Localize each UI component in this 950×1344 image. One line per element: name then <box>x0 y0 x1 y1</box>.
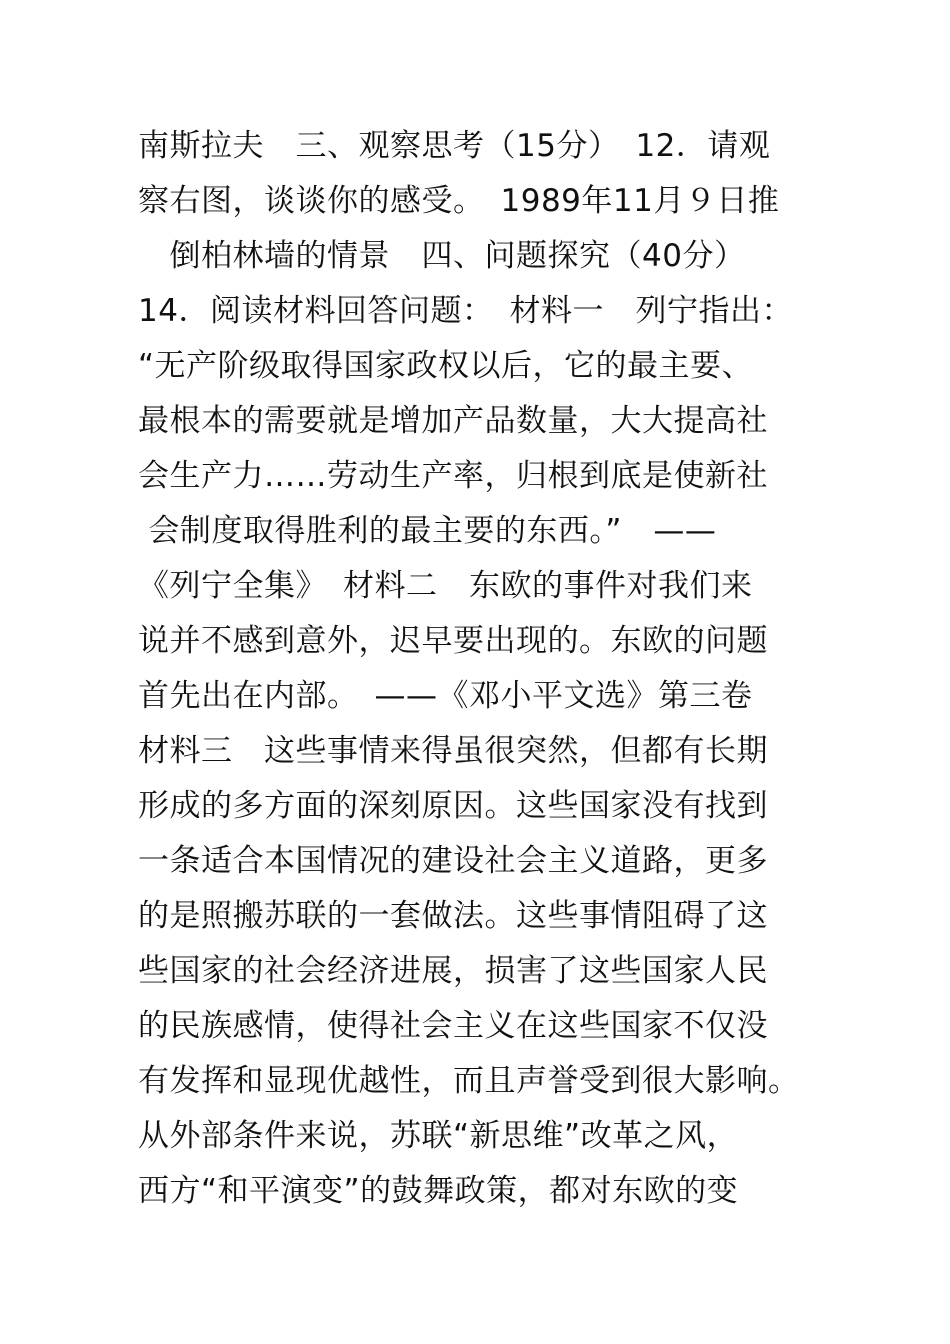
text-line: 西方“和平演变”的鼓舞政策，都对东欧的变 <box>138 1173 739 1209</box>
text-line: 会制度取得胜利的最主要的东西。” —— <box>138 513 717 549</box>
text-line: 南斯拉夫 三、观察思考（15分） 12．请观 <box>138 128 771 164</box>
text-line: 材料三 这些事情来得虽很突然，但都有长期 <box>138 733 768 769</box>
text-line: 倒柏林墙的情景 四、问题探究（40分） <box>138 238 746 274</box>
text-line: 一条适合本国情况的建设社会主义道路，更多 <box>138 843 768 879</box>
text-line: 的民族感情，使得社会主义在这些国家不仅没 <box>138 1008 768 1044</box>
text-line: 形成的多方面的深刻原因。这些国家没有找到 <box>138 788 768 824</box>
text-line: 说并不感到意外，迟早要出现的。东欧的问题 <box>138 623 768 659</box>
text-line: 些国家的社会经济进展，损害了这些国家人民 <box>138 953 768 989</box>
text-line: 最根本的需要就是增加产品数量，大大提高社 <box>138 403 768 439</box>
text-line: 有发挥和显现优越性，而且声誉受到很大影响。 <box>138 1063 800 1099</box>
text-line: 察右图，谈谈你的感受。 1989年11月９日推 <box>138 183 780 219</box>
text-line: 从外部条件来说，苏联“新思维”改革之风， <box>138 1118 739 1154</box>
text-line: “无产阶级取得国家政权以后，它的最主要、 <box>138 348 754 384</box>
text-line: 首先出在内部。 ——《邓小平文选》第三卷 <box>138 678 753 714</box>
text-line: 的是照搬苏联的一套做法。这些事情阻碍了这 <box>138 898 768 934</box>
text-line: 会生产力……劳动生产率，归根到底是使新社 <box>138 458 768 494</box>
text-line: 14．阅读材料回答问题： 材料一 列宁指出： <box>138 293 793 329</box>
text-line: 《列宁全集》 材料二 东欧的事件对我们来 <box>138 568 753 604</box>
